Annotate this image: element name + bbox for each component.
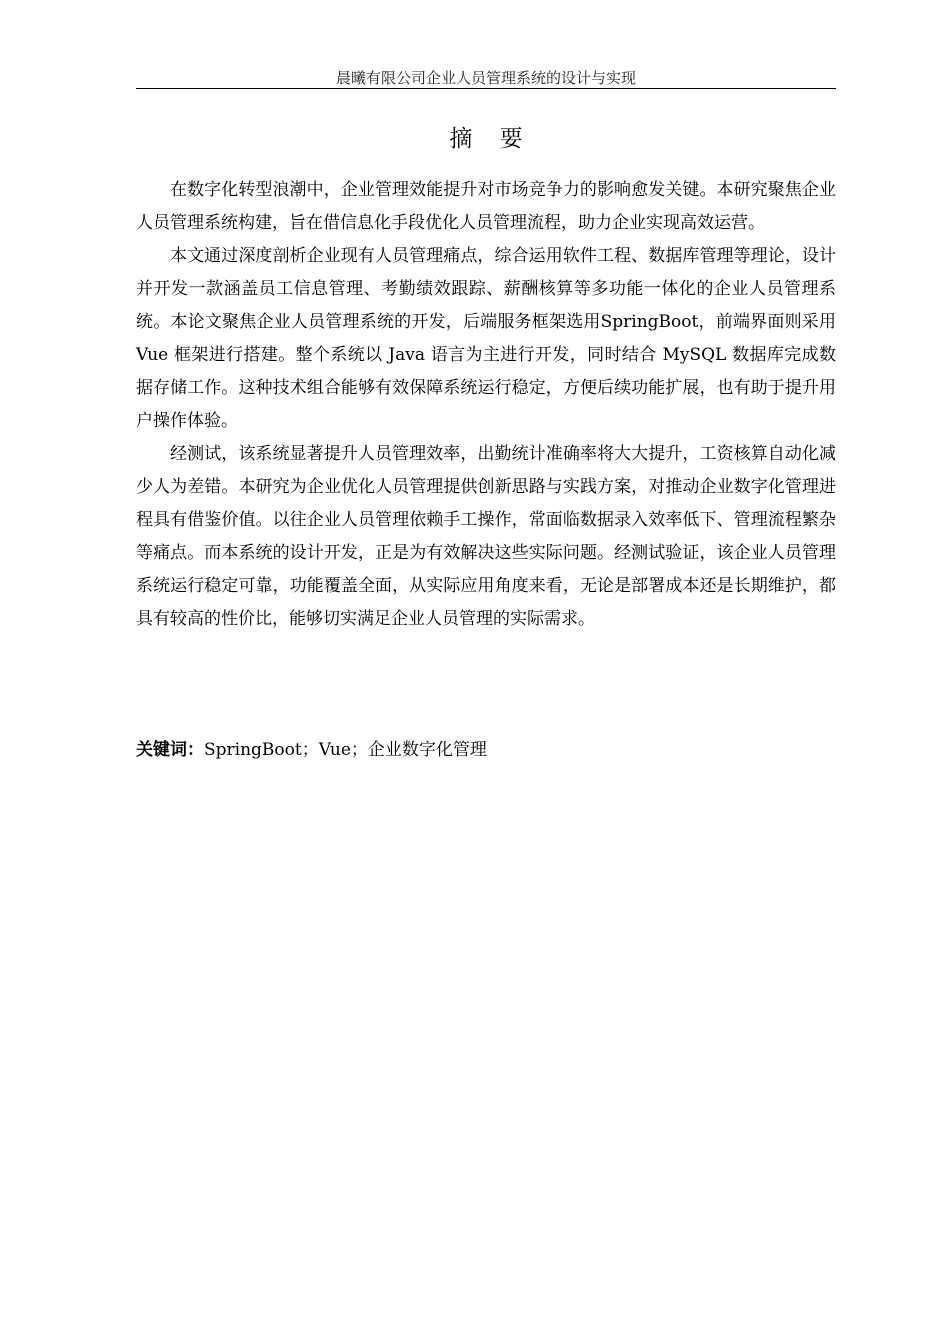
abstract-title: 摘 要 — [449, 126, 533, 152]
header-divider — [136, 88, 836, 89]
keywords-text: SpringBoot；Vue；企业数字化管理 — [204, 740, 487, 760]
keywords-line — [136, 734, 836, 767]
running-header: 晨曦有限公司企业人员管理系统的设计与实现 — [335, 69, 636, 87]
abstract-paragraph-2: 本文通过深度剖析企业现有人员管理痛点，综合运用软件工程、数据库管理等理论，设计并开发一款涵盖员工信息管理、考勤绩效跟踪、薪酬核算等多功能一体化的企业人员管理系统。本论文聚焦企业人员管理系统的开发，后端服务框架选用SpringBoot，前端界面则采用 Vue 框架进行搭建。整个系统以 Java 语言为主进行开发，同时结合 MySQL 数据库完成数据存储工作。这种技术组合能够有效保障系统运行稳定，方便后续功能扩展，也有助于提升用户操作体验。 — [136, 246, 836, 431]
abstract-body — [136, 174, 836, 636]
abstract-paragraph-3: 经测试，该系统显著提升人员管理效率，出勤统计准确率将大大提升，工资核算自动化减少人为差错。本研究为企业优化人员管理提供创新思路与实践方案，对推动企业数字化管理进程具有借鉴价值。以往企业人员管理依赖手工操作，常面临数据录入效率低下、管理流程繁杂等痛点。而本系统的设计开发，正是为有效解决这些实际问题。经测试验证，该企业人员管理系统运行稳定可靠，功能覆盖全面，从实际应用角度来看，无论是部署成本还是长期维护，都具有较高的性价比，能够切实满足企业人员管理的实际需求。 — [136, 444, 836, 629]
abstract-paragraph-1: 在数字化转型浪潮中，企业管理效能提升对市场竞争力的影响愈发关键。本研究聚焦企业人员管理系统构建，旨在借信息化手段优化人员管理流程，助力企业实现高效运营。 — [136, 180, 836, 233]
keywords-label: 关键词： — [136, 740, 204, 760]
